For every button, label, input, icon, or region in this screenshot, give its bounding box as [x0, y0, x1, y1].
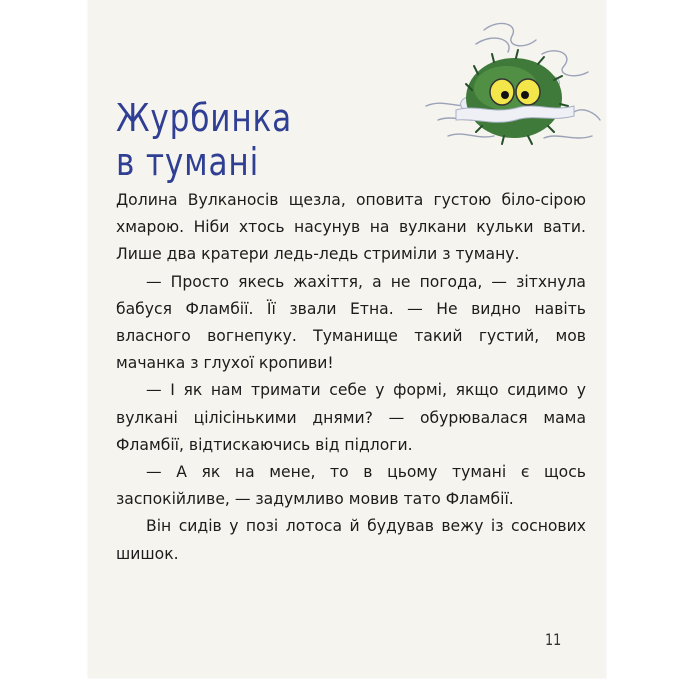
- page-number: 11: [545, 630, 562, 649]
- chapter-text: [116, 187, 586, 568]
- chapter-title-line-1: Журбинка: [116, 96, 293, 140]
- chapter-title: [116, 96, 292, 184]
- fog-creature-illustration: [424, 10, 602, 160]
- paragraph-2: — Просто якесь жахіття, а не погода, — зітхнула бабуся Фламбії. Її звали Етна. — Не видно навіть власного вогнепуку. Туманище такий густий, мов мачанка з глухої кропиви!: [116, 272, 586, 373]
- paragraph-5: Він сидів у позі лотоса й будував вежу із соснових шишок.: [116, 517, 586, 563]
- paragraph-1: Долина Вулканосів щезла, оповита густою біло-сірою хмарою. Ніби хтось насунув на вулкани кульки вати. Лише два кратери ледь-ледь стриміли з туману.: [116, 191, 586, 264]
- book-page: [88, 0, 606, 678]
- paragraph-4: — А як на мене, то в цьому тумані є щось заспокійливе, — задумливо мовив тато Фламбії.: [116, 463, 586, 509]
- chapter-title-line-2: в тумані: [116, 140, 260, 184]
- paragraph-3: — І як нам тримати себе у формі, якщо сидимо у вулкані цілісінькими днями? — обурювалася мама Фламбії, відтискаючись від підлоги.: [116, 381, 586, 454]
